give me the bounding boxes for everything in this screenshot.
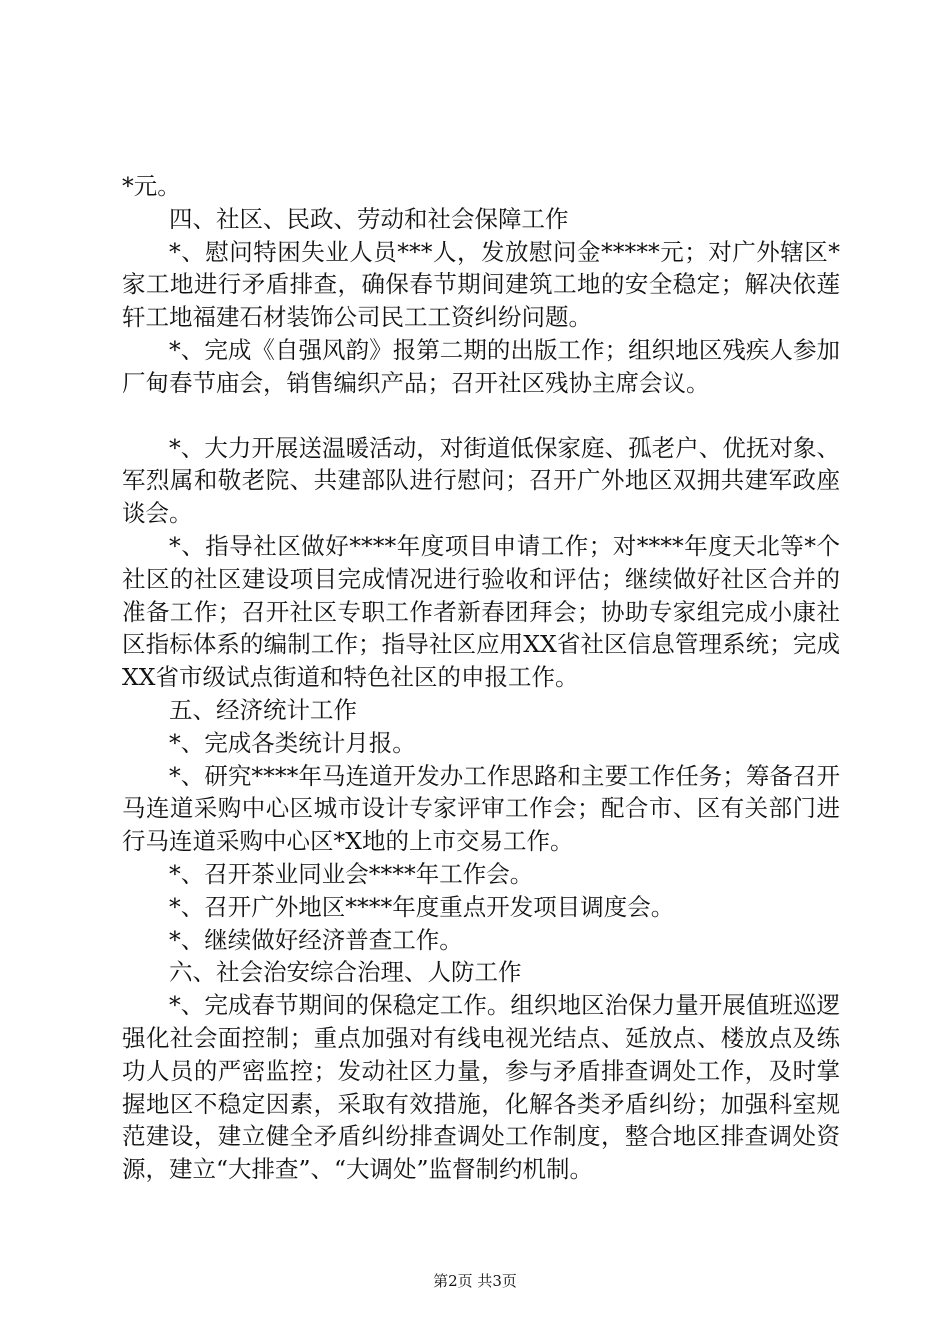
page-footer (0, 1271, 950, 1291)
paragraph: *、指导社区做好****年度项目申请工作；对****年度天北等*个社区的社区建设项目完成情况进行验收和评估；继续做好社区合并的准备工作；召开社区专职工作者新春团拜会；协助专家组完成小康社区指标体系的编制工作；指导社区应用XX省社区信息管理系统；完成XX省市级试点街道和特色社区的申报工作。 (122, 531, 840, 692)
paragraph: *、召开茶业同业会****年工作会。 (169, 859, 534, 888)
paragraph: *、召开广外地区****年度重点开发项目调度会。 (169, 892, 675, 921)
paragraph-continuation: *元。 (122, 172, 181, 200)
section-heading-5: 五、经济统计工作 (169, 695, 357, 724)
paragraph: *、大力开展送温暖活动，对街道低保家庭、孤老户、优抚对象、军烈属和敬老院、共建部队进行慰问；召开广外地区双拥共建军政座谈会。 (122, 433, 840, 528)
page-number: 第2页 共3页 (433, 1272, 517, 1290)
paragraph: *、完成春节期间的保稳定工作。组织地区治保力量开展值班巡逻强化社会面控制；重点加强对有线电视光结点、延放点、楼放点及练功人员的严密监控；发动社区力量，参与矛盾排查调处工作，及时掌握地区不稳定因素，采取有效措施，化解各类矛盾纠纷；加强科室规范建设，建立健全矛盾纠纷排查调处工作制度，整合地区排查调处资源，建立“大排查”、“大调处”监督制约机制。 (122, 991, 840, 1184)
section-heading-4: 四、社区、民政、劳动和社会保障工作 (169, 204, 569, 233)
section-heading-6: 六、社会治安综合治理、人防工作 (169, 958, 522, 987)
paragraph: *、继续做好经济普查工作。 (169, 925, 463, 954)
paragraph: *、完成各类统计月报。 (169, 728, 416, 757)
paragraph: *、完成《自强风韵》报第二期的出版工作；组织地区残疾人参加厂甸春节庙会，销售编织产品；召开社区残协主席会议。 (122, 335, 840, 397)
paragraph: *、研究****年马连道开发办工作思路和主要工作任务；筹备召开马连道采购中心区城市设计专家评审工作会；配合市、区有关部门进行马连道采购中心区*X地的上市交易工作。 (122, 761, 840, 856)
paragraph: *、慰问特困失业人员***人，发放慰问金*****元；对广外辖区*家工地进行矛盾排查，确保春节期间建筑工地的安全稳定；解决依莲轩工地福建石材装饰公司民工工资纠纷问题。 (122, 237, 840, 332)
document-body (122, 170, 840, 1186)
